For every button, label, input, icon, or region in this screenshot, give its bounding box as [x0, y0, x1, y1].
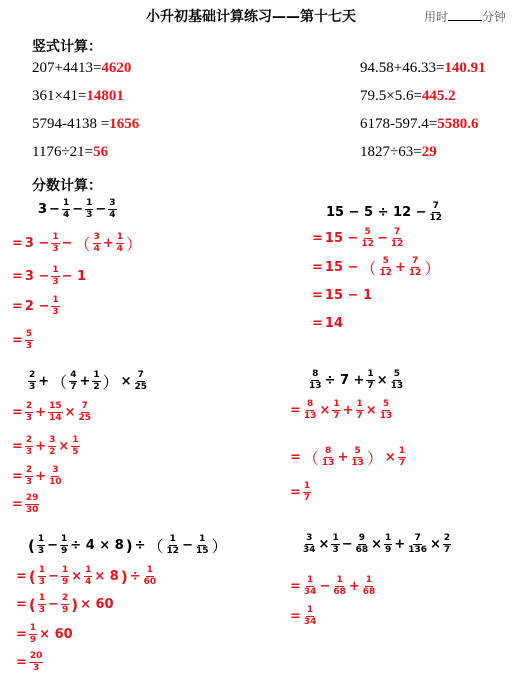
fraction-problem-question: $\frac{3}{34}$ × $\frac{1}{3}$ − $\frac{9}{68}$ × $\frac{1}{9}$ + $\frac{7}{136}$ × $\frac{2}{7}$: [303, 533, 451, 555]
question-text: 94.58+46.33=: [360, 60, 445, 76]
question-text: 1176÷21=: [32, 144, 94, 160]
solution-step: = $\frac{1}{34}$ − $\frac{1}{68}$ + $\frac{1}{68}$: [290, 575, 376, 597]
solution-step: = $\frac{20}{3}$: [16, 651, 43, 673]
solution-step: = $\frac{2}{3}$ + $\frac{3}{2}$ × $\frac{1}{5}$: [12, 435, 79, 457]
solution-step: = 15 − 1: [312, 288, 372, 303]
solution-step: = ( $\frac{1}{3}$ − $\frac{2}{9}$ ) × 60: [16, 593, 114, 615]
question-text: 5794-4138 =: [32, 116, 110, 132]
page-title: 小升初基础计算练习——第十七天: [146, 9, 356, 25]
answer-text: 14801: [86, 88, 124, 104]
timer-blank[interactable]: [448, 11, 482, 21]
vertical-problem: [32, 60, 131, 77]
vertical-problem: [360, 60, 486, 77]
answer-text: 1656: [109, 116, 140, 132]
solution-step: = $\frac{8}{13}$ × $\frac{1}{7}$ + $\frac{1}{7}$ × $\frac{5}{13}$: [290, 399, 393, 421]
solution-step: = $\frac{1}{34}$: [290, 605, 317, 627]
fraction-problem-question: $\frac{2}{3}$ + （ $\frac{4}{7}$ + $\frac{1}{2}$ ） × $\frac{7}{25}$: [29, 370, 148, 392]
vertical-calc-heading: 竖式计算：: [32, 39, 102, 55]
screen-reader-math: [0, 0, 1, 1]
solution-step: = 3 − $\frac{1}{3}$ − （ $\frac{3}{4}$ + $\frac{1}{4}$ ）: [12, 232, 143, 254]
fraction-calc-heading: 分数计算：: [32, 178, 102, 194]
answer-text: 445.2: [421, 88, 456, 104]
answer-text: 29: [421, 144, 437, 160]
fraction-problem-question: $\frac{8}{13}$ ÷ 7 + $\frac{1}{7}$ × $\frac{5}{13}$: [309, 369, 404, 391]
answer-text: 5580.6: [437, 116, 479, 132]
solution-step: = ( $\frac{1}{3}$ − $\frac{1}{9}$ × $\frac{1}{4}$ × 8 ) ÷ $\frac{1}{60}$: [16, 565, 157, 587]
answer-text: 4620: [101, 60, 132, 76]
answer-text: 140.91: [444, 60, 486, 76]
solution-step: = $\frac{5}{3}$: [12, 329, 33, 351]
vertical-problem: [32, 144, 108, 161]
question-text: 361×41=: [32, 88, 87, 104]
solution-step: = 15 − （ $\frac{5}{12}$ + $\frac{7}{12}$ ）: [312, 256, 441, 278]
question-text: 79.5×5.6=: [360, 88, 422, 104]
question-text: 1827÷63=: [360, 144, 422, 160]
timer-label-left: 用时: [424, 10, 449, 24]
timer-label: [424, 8, 506, 25]
solution-step: = 15 − $\frac{5}{12}$ − $\frac{7}{12}$: [312, 227, 404, 249]
solution-step: = $\frac{1}{9}$ × 60: [16, 623, 73, 645]
solution-step: = $\frac{29}{30}$: [12, 493, 39, 515]
fraction-problem-question: 3 − $\frac{1}{4}$ − $\frac{1}{3}$ − $\frac{3}{4}$: [38, 198, 116, 220]
vertical-problem: [360, 144, 437, 161]
solution-step: = $\frac{2}{3}$ + $\frac{3}{10}$: [12, 465, 62, 487]
fraction-problem-question: 15 − 5 ÷ 12 − $\frac{7}{12}$: [326, 201, 443, 223]
solution-step: = 14: [312, 316, 343, 331]
solution-step: = 3 − $\frac{1}{3}$ − 1: [12, 265, 87, 287]
question-text: 207+4413=: [32, 60, 102, 76]
solution-step: = $\frac{1}{7}$: [290, 481, 311, 503]
timer-label-right: 分钟: [482, 10, 507, 24]
vertical-problem: [32, 116, 139, 133]
solution-step: = $\frac{2}{3}$ + $\frac{15}{14}$ × $\frac{7}{25}$: [12, 401, 92, 423]
vertical-problem: [32, 88, 124, 105]
vertical-problem: [360, 116, 478, 133]
question-text: 6178-597.4=: [360, 116, 438, 132]
solution-step: = 2 − $\frac{1}{3}$: [12, 295, 59, 317]
problem-1-question-text: [0, 0, 1, 1]
vertical-problem: [360, 88, 456, 105]
fraction-problem-question: ( $\frac{1}{3}$ − $\frac{1}{9}$ ÷ 4 × 8 ) ÷ （ $\frac{1}{12}$ − $\frac{1}{15}$ ）: [28, 534, 228, 556]
solution-step: = （ $\frac{8}{13}$ + $\frac{5}{13}$ ） × $\frac{1}{7}$: [290, 446, 406, 468]
answer-text: 56: [93, 144, 109, 160]
